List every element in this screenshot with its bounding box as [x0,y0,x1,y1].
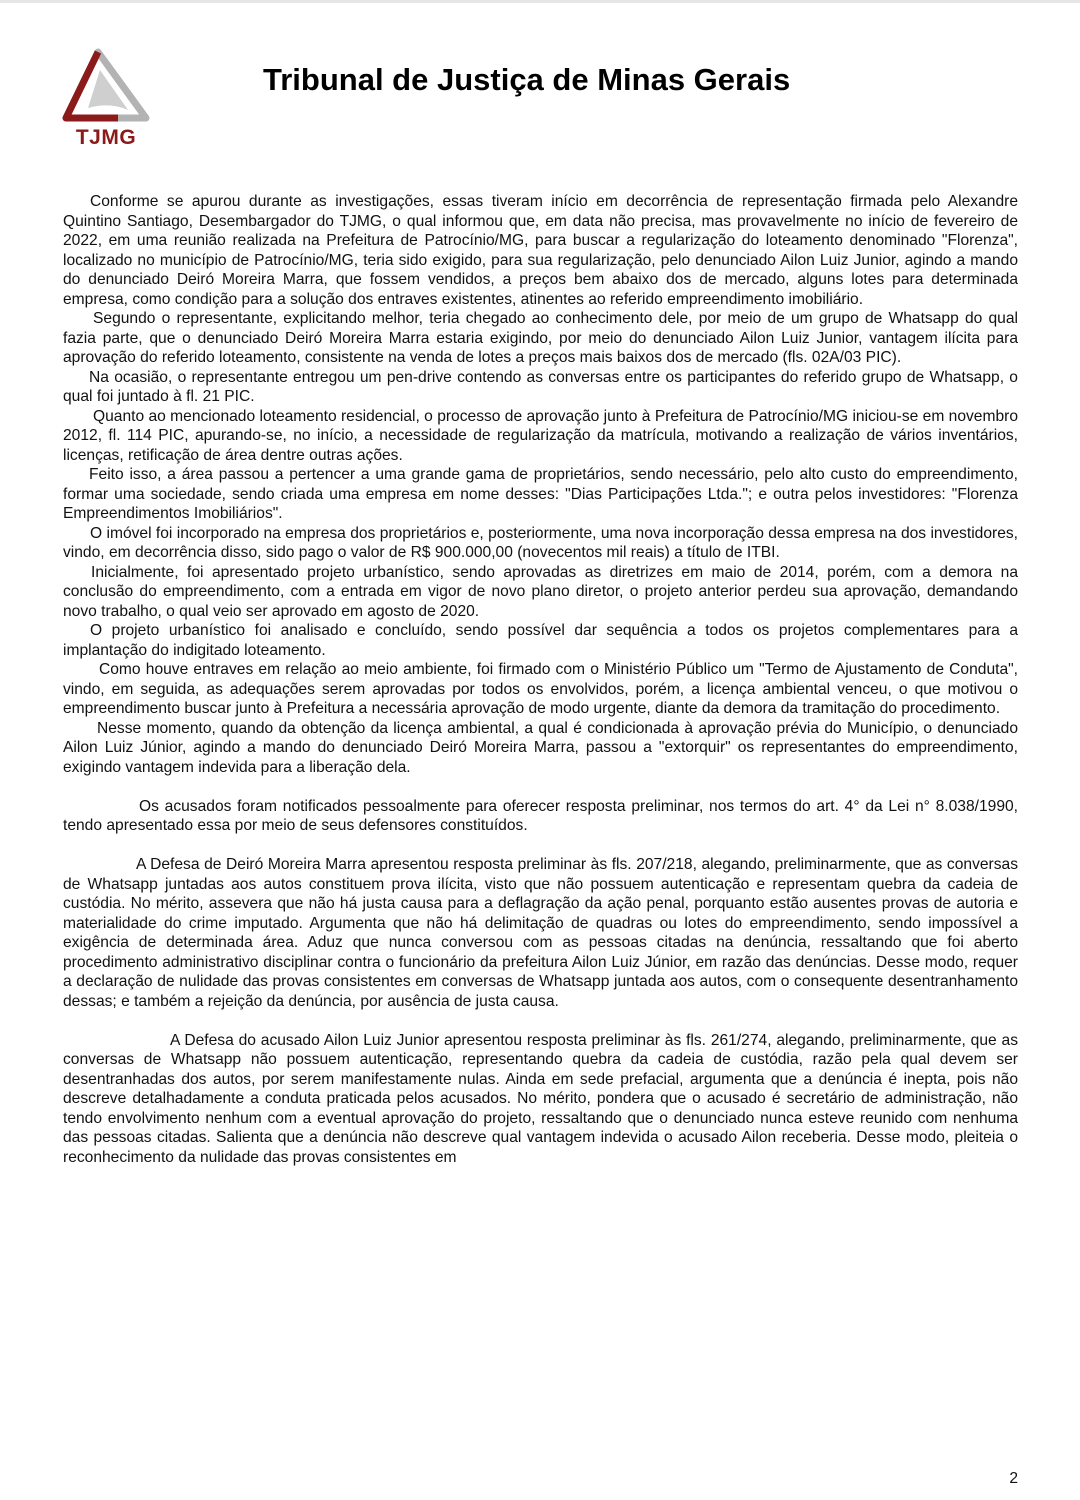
body-paragraph: O projeto urbanístico foi analisado e concluído, sendo possível dar sequência a todos os projetos complementares para a implantação do indigitado loteamento. [63,622,1018,659]
document-body [63,192,1018,1167]
paragraph-gap [63,777,1018,797]
paragraph-gap [63,836,1018,856]
top-rule [0,0,1080,3]
logo-text: TJMG [75,126,137,149]
body-paragraph: Como houve entraves em relação ao meio ambiente, foi firmado com o Ministério Público um "Termo de Ajustamento de Conduta", vindo, em seguida, as adequações serem aprovadas por todos os envolvidos, porém, a licença ambiental venceu, o que motivou o empreendimento buscar junto à Prefeitura a necessária aprovação de modo urgente, diante da demora da tramitação do procedimento. [63,661,1018,717]
tjmg-triangle-logo-icon [60,48,152,126]
body-paragraph: O imóvel foi incorporado na empresa dos proprietários e, posteriormente, uma nova incorporação dessa empresa na dos investidores, vindo, em decorrência disso, sido pago o valor de R$ 900.000,00 (novecentos mil reais) a título de ITBI. [63,524,1018,561]
page-number: 2 [1009,1470,1018,1487]
body-paragraph: Quanto ao mencionado loteamento residencial, o processo de aprovação junto à Prefeitura de Patrocínio/MG iniciou-se em novembro 2012, fl. 114 PIC, apurando-se, no início, a necessidade de regularização da matrícula, motivando a realização de vários inventários, licenças, retificação de área dentre outras ações. [63,407,1018,464]
body-paragraph: A Defesa de Deiró Moreira Marra apresentou resposta preliminar às fls. 207/218, alegando, preliminarmente, que as conversas de Whatsapp juntadas aos autos constituem prova ilícita, visto que não possuem autenticação e representam quebra da cadeia de custódia. No mérito, assevera que não há justa causa para a deflagração da ação penal, porquanto estão ausentes provas de autoria e materialidade do crime imputado. Argumenta que não há delimitação de quadras ou lotes do empreendimento, sendo impossível a exigência de determinada área. Aduz que nunca conversou com as pessoas citadas na denúncia, ressaltando que foi aberto procedimento administrativo disciplinar contra o funcionário da prefeitura Ailon Luiz Júnior, em razão das denúncias. Desse modo, requer a declaração de nulidade das provas consistentes em conversas de Whatsapp juntada aos autos, com o consequente desentranhamento dessas; e também a rejeição da denúncia, por ausência de justa causa. [63,856,1018,1010]
body-paragraph: A Defesa do acusado Ailon Luiz Junior apresentou resposta preliminar às fls. 261/274, alegando, preliminarmente, que as conversas de Whatsapp não possuem autenticação, representando quebra da cadeia de custódia, razão pela qual devem ser desentranhadas dos autos, por serem manifestamente nulas. Ainda em sede prefacial, argumenta que a denúncia é inepta, pois não descreve detalhadamente a conduta praticada pelos acusados. No mérito, pondera que o acusado é secretário de administração, não tendo envolvimento nenhum com a eventual aprovação do projeto, ressaltando que o denunciado nunca esteve reunido com nenhuma das pessoas citadas. Salienta que a denúncia não descreve qual vantagem indevida o acusado Ailon receberia. Desse modo, pleiteia o reconhecimento da nulidade das provas consistentes em [63,1031,1018,1166]
body-paragraph: Feito isso, a área passou a pertencer a uma grande gama de proprietários, sendo necessário, pelo alto custo do empreendimento, formar uma sociedade, sendo criada uma empresa em nome desses: "Dias Participações Ltda."; e outra pelos investidores: "Florenza Empreendimentos Imobiliários". [63,466,1018,522]
body-paragraph: Conforme se apurou durante as investigações, essas tiveram início em decorrência de representação firmada pelo Alexandre Quintino Santiago, Desembargador do TJMG, o qual informou que, em data não precisa, mas provavelmente no início de fevereiro de 2022, em uma reunião realizada na Prefeitura de Patrocínio/MG, para buscar a regularização do loteamento denominado "Florenza", localizado no município de Patrocínio/MG, teria sido exigido, para sua regularização, pelo denunciado Ailon Luiz Junior, agindo a mando do denunciado Deiró Moreira Marra, que fossem vendidos, a preços bem abaixo dos de mercado, alguns lotes para determinada empresa, como condição para a solução dos entraves existentes, atinentes ao referido empreendimento imobiliário. [63,193,1018,308]
body-paragraph: Nesse momento, quando da obtenção da licença ambiental, a qual é condicionada à aprovação prévia do Município, o denunciado Ailon Luiz Júnior, agindo a mando do denunciado Deiró Moreira Marra, passou a "extorquir" os representantes do empreendimento, exigindo vantagem indevida para a liberação dela. [63,719,1018,776]
court-title: Tribunal de Justiça de Minas Gerais [263,62,791,97]
body-paragraph: Na ocasião, o representante entregou um pen-drive contendo as conversas entre os participantes do referido grupo de Whatsapp, o qual foi juntado à fl. 21 PIC. [63,368,1018,405]
body-paragraph: Inicialmente, foi apresentado projeto urbanístico, sendo aprovadas as diretrizes em maio de 2014, porém, com a demora na conclusão do empreendimento, com a entrada em vigor de novo plano diretor, o projeto anterior perdeu sua aprovação, demandando novo trabalho, o qual veio ser aprovado em agosto de 2020. [63,563,1018,620]
tjmg-logo [60,48,152,148]
paragraph-gap [63,1011,1018,1031]
body-paragraph: Segundo o representante, explicitando melhor, teria chegado ao conhecimento dele, por meio de um grupo de Whatsapp do qual fazia parte, que o denunciado Deiró Moreira Marra estaria exigindo, por meio do denunciado Ailon Luiz Junior, vantagem ilícita para aprovação do referido loteamento, consistente na venda de lotes a preços mais baixos dos de mercado (fls. 02A/03 PIC). [63,310,1018,366]
body-paragraph: Os acusados foram notificados pessoalmente para oferecer resposta preliminar, nos termos do art. 4° da Lei n° 8.038/1990, tendo apresentado essa por meio de seus defensores constituídos. [63,797,1018,834]
